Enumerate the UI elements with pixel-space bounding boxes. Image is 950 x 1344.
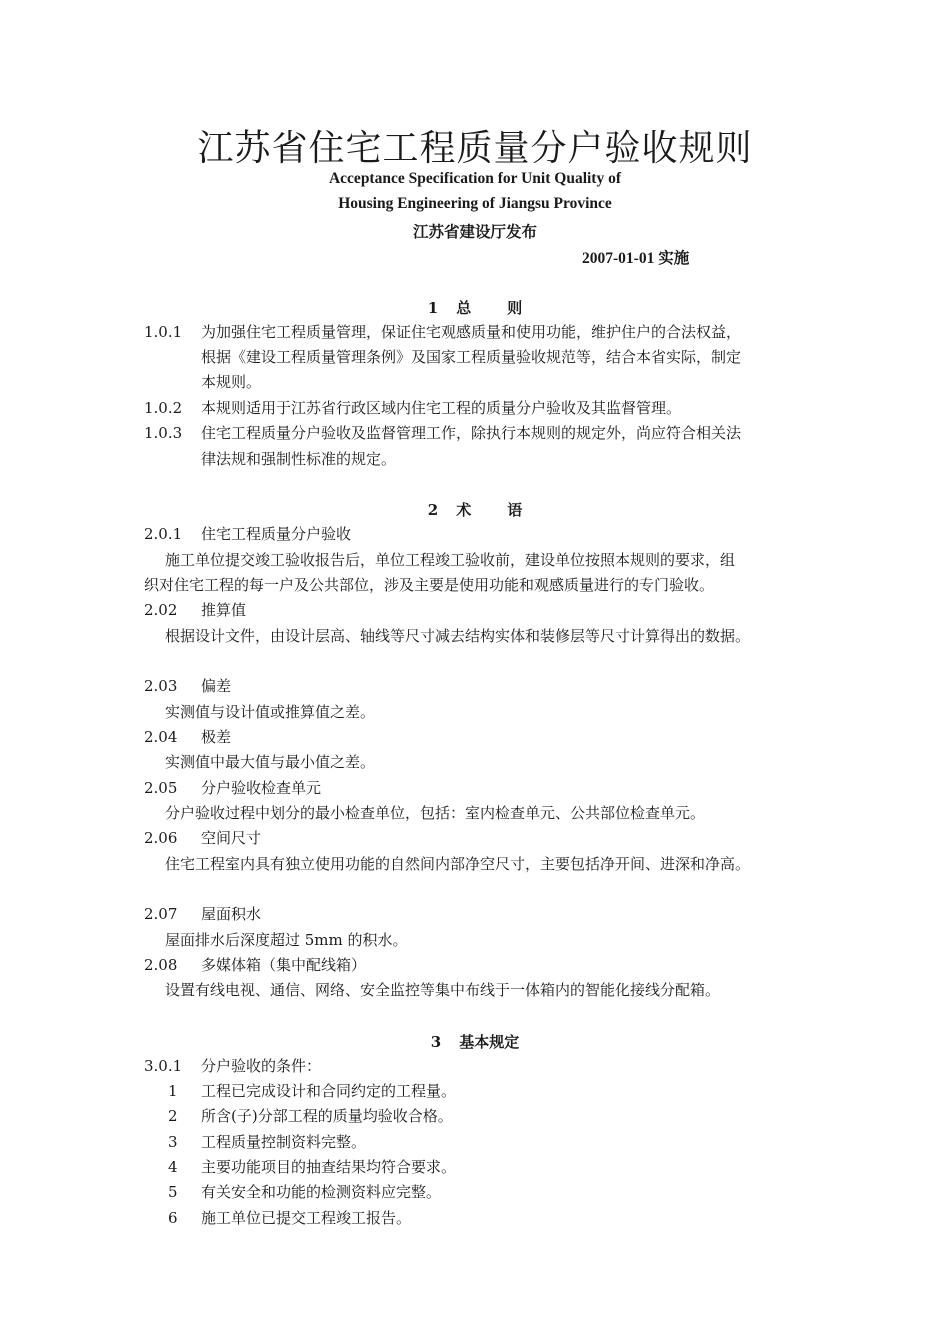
condition-text: 主要功能项目的抽查结果均符合要求。 <box>201 1158 457 1176</box>
condition-text: 施工单位已提交工程竣工报告。 <box>201 1209 412 1227</box>
clause-text: 律法规和强制性标准的规定。 <box>201 450 397 468</box>
term-number: 2.05 <box>144 779 178 797</box>
term-definition: 实测值中最大值与最小值之差。 <box>165 753 376 771</box>
term-definition: 实测值与设计值或推算值之差。 <box>165 703 376 721</box>
clause-text: 分户验收的条件： <box>201 1057 322 1075</box>
condition-number: 2 <box>168 1107 178 1125</box>
clause-text: 本规则。 <box>201 373 262 391</box>
condition-text: 工程已完成设计和合同约定的工程量。 <box>201 1082 457 1100</box>
term-number: 2.02 <box>144 601 178 619</box>
term-definition: 织对住宅工程的每一户及公共部位，涉及主要是使用功能和观感质量进行的专门验收。 <box>144 576 715 594</box>
term-definition: 施工单位提交竣工验收报告后，单位工程竣工验收前，建设单位按照本规则的要求，组 <box>165 551 736 569</box>
term-name: 多媒体箱（集中配线箱） <box>201 956 367 974</box>
effective-date: 2007-01-01 实施 <box>582 250 690 267</box>
term-definition: 住宅工程室内具有独立使用功能的自然间内部净空尺寸，主要包括净开间、进深和净高。 <box>165 855 751 873</box>
condition-number: 3 <box>168 1133 178 1151</box>
term-name: 偏差 <box>201 677 232 695</box>
term-number: 2.0.1 <box>144 525 183 543</box>
section-3-heading: 3 基本规定 <box>430 1033 520 1051</box>
condition-number: 4 <box>168 1158 178 1176</box>
clause-text: 为加强住宅工程质量管理，保证住宅观感质量和使用功能，维护住户的合法权益， <box>201 323 742 341</box>
clause-text: 住宅工程质量分户验收及监督管理工作，除执行本规则的规定外，尚应符合相关法 <box>201 424 742 442</box>
section-1-heading: 1 总 则 <box>427 299 523 317</box>
term-number: 2.08 <box>144 956 178 974</box>
clause-text: 本规则适用于江苏省行政区域内住宅工程的质量分户验收及其监督管理。 <box>201 399 682 417</box>
condition-text: 有关安全和功能的检测资料应完整。 <box>201 1183 442 1201</box>
term-name: 分户验收检查单元 <box>201 779 322 797</box>
condition-text: 所含(子)分部工程的质量均验收合格。 <box>201 1107 453 1125</box>
term-number: 2.06 <box>144 829 178 847</box>
clause-number: 1.0.2 <box>144 399 183 417</box>
clause-number: 3.0.1 <box>144 1057 183 1075</box>
clause-number: 1.0.3 <box>144 424 183 442</box>
section-number: 2 <box>427 501 439 519</box>
condition-text: 工程质量控制资料完整。 <box>201 1133 367 1151</box>
term-name: 屋面积水 <box>201 905 262 923</box>
section-number: 3 <box>430 1033 442 1051</box>
condition-number: 1 <box>168 1082 178 1100</box>
clause-text: 根据《建设工程质量管理条例》及国家工程质量验收规范等，结合本省实际，制定 <box>201 348 742 366</box>
english-title-line-2: Housing Engineering of Jiangsu Province <box>338 195 612 212</box>
term-number: 2.04 <box>144 728 178 746</box>
english-title-line-1: Acceptance Specification for Unit Quality of <box>328 170 622 187</box>
section-number: 1 <box>427 299 439 317</box>
term-number: 2.03 <box>144 677 178 695</box>
publisher: 江苏省建设厅发布 <box>412 224 537 241</box>
document-title: 江苏省住宅工程质量分户验收规则 <box>197 128 753 169</box>
term-definition: 设置有线电视、通信、网络、安全监控等集中布线于一体箱内的智能化接线分配箱。 <box>165 981 721 999</box>
condition-number: 6 <box>168 1209 178 1227</box>
clause-number: 1.0.1 <box>144 323 183 341</box>
term-name: 住宅工程质量分户验收 <box>201 525 352 543</box>
section-2-heading: 2 术 语 <box>427 501 523 519</box>
term-name: 推算值 <box>201 601 247 619</box>
term-number: 2.07 <box>144 905 178 923</box>
term-name: 极差 <box>201 728 232 746</box>
term-definition: 根据设计文件，由设计层高、轴线等尺寸减去结构实体和装修层等尺寸计算得出的数据。 <box>165 627 751 645</box>
term-definition: 屋面排水后深度超过 5mm 的积水。 <box>165 931 408 949</box>
term-name: 空间尺寸 <box>201 829 262 847</box>
condition-number: 5 <box>168 1183 178 1201</box>
term-definition: 分户验收过程中划分的最小检查单位，包括：室内检查单元、公共部位检查单元。 <box>165 804 706 822</box>
